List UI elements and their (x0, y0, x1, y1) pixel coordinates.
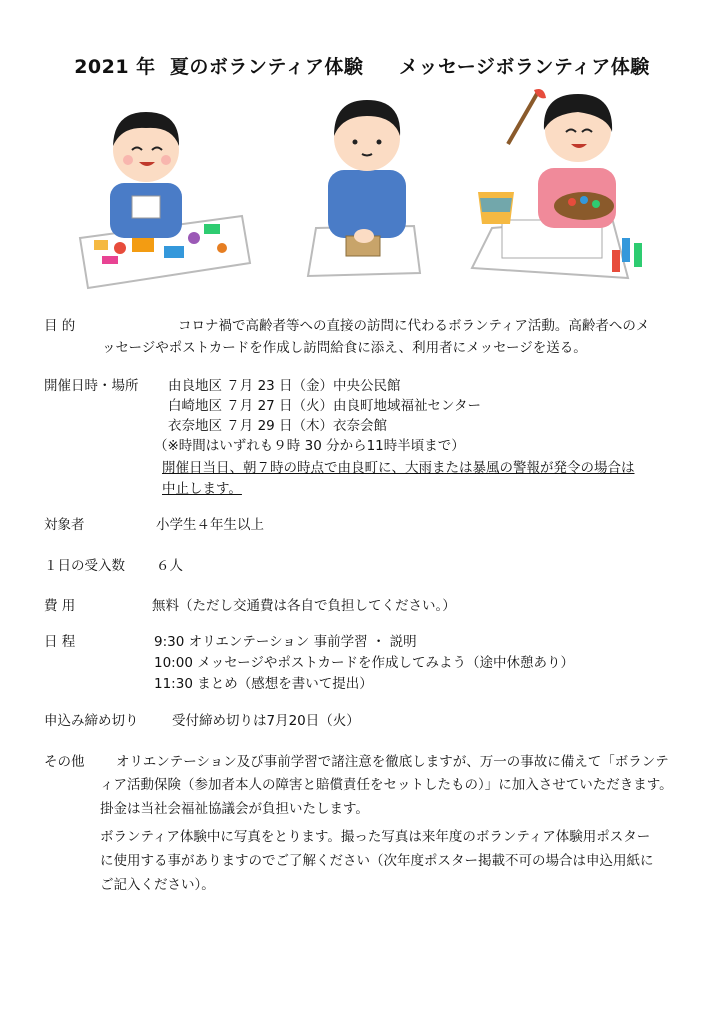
schedule-place-label: 開催日時・場所 (44, 378, 139, 394)
target-label: 対象者 (44, 517, 85, 533)
girl-painting-illustration (462, 88, 662, 293)
venue-ena: 衣奈地区 ７月 29 日（木）衣奈会館 (168, 418, 388, 434)
cost-label: 費 用 (44, 598, 76, 614)
capacity-value: ６人 (156, 558, 183, 574)
cost-value: 無料（ただし交通費は各自で負担してください。） (152, 598, 456, 614)
other-line-3: 掛金は当社会福祉協議会が負担いたします。 (100, 801, 369, 817)
target-value: 小学生４年生以上 (156, 517, 264, 533)
deadline-value: 受付締め切りは7月20日（火） (172, 713, 360, 729)
other-line-6: ご記入ください）。 (100, 877, 215, 893)
program-item-1000: 10:00 メッセージやポストカードを作成してみよう（途中休憩あり） (154, 655, 574, 671)
other-line-4: ボランティア体験中に写真をとります。撮った写真は来年度のボランティア体験用ポスター (100, 829, 651, 845)
other-line-2: ィア活動保険（参加者本人の障害と賠償責任をセットしたもの）」に加入させていただきます。 (100, 777, 673, 793)
weather-warning-line1: 開催日当日、朝７時の時点で由良町に、大雨または暴風の警報が発令の場合は (162, 460, 635, 476)
other-line-1: オリエンテーション及び事前学習で諸注意を徹底しますが、万一の事故に備えて「ボランテ (116, 754, 669, 770)
weather-warning-line2: 中止します。 (162, 481, 242, 497)
venue-shirasaki: 白崎地区 ７月 27 日（火）由良町地域福祉センター (168, 398, 482, 414)
purpose-text-line2: ッセージやポストカードを作成し訪問給食に添え、利用者にメッセージを送る。 (102, 340, 587, 356)
program-label: 日 程 (44, 634, 76, 650)
purpose-text-line1: コロナ禍で高齢者等への直接の訪問に代わるボランティア活動。高齢者へのメ (178, 318, 650, 334)
purpose-label: 目 的 (44, 318, 76, 334)
deadline-label: 申込み締め切り (44, 713, 139, 729)
other-line-5: に使用する事がありますのでご了解ください（次年度ポスター掲載不可の場合は申込用紙に (100, 853, 654, 869)
time-note: （※時間はいずれも９時 30 分から11時半頃まで） (154, 438, 465, 454)
boy-writing-illustration (302, 88, 432, 283)
capacity-label: １日の受入数 (44, 558, 125, 574)
program-item-1130: 11:30 まとめ（感想を書いて提出） (154, 676, 373, 692)
child-crafting-illustration (72, 88, 252, 293)
other-label: その他 (44, 754, 85, 770)
venue-yura: 由良地区 ７月 23 日（金）中央公民館 (168, 378, 401, 394)
program-item-0930: 9:30 オリエンテーション 事前学習 ・ 説明 (154, 634, 417, 650)
page-title: 2021 年 夏のボランティア体験 メッセージボランティア体験 (74, 56, 650, 78)
